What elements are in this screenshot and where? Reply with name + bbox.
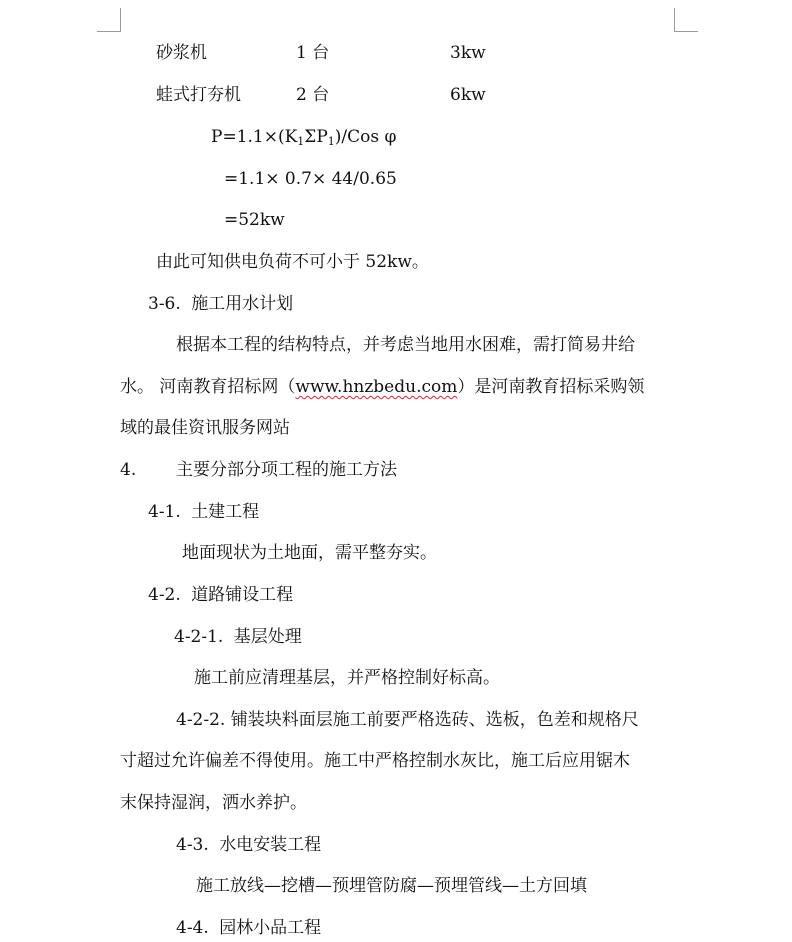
section-title: 土建工程 xyxy=(191,502,260,522)
formula-p-subscript: 1 xyxy=(327,135,335,148)
section-title: 基层处理 xyxy=(233,627,302,647)
paragraph-line: 根据本工程的结构特点，并考虑当地用水困难，需打简易井给 xyxy=(176,335,635,355)
paragraph-text: 水。 河南教育招标网（ xyxy=(120,377,296,397)
section-heading-4-3 xyxy=(176,834,321,856)
formula-line-2: =1.1× 0.7× 44/0.65 xyxy=(224,169,397,189)
section-number: 4-4. xyxy=(176,918,209,938)
paragraph-line: 地面现状为土地面，需平整夯实。 xyxy=(182,543,437,563)
equipment-name: 蛙式打夯机 xyxy=(156,85,241,105)
equipment-power: 3kw xyxy=(450,43,486,63)
paragraph-text: ）是河南教育招标采购领 xyxy=(457,377,645,397)
equipment-qty: 1 台 xyxy=(296,43,330,63)
section-heading-4-1 xyxy=(148,501,259,523)
section-number: 4-2. xyxy=(148,585,181,605)
formula-k-subscript: 1 xyxy=(297,135,305,148)
equipment-name: 砂浆机 xyxy=(156,43,207,63)
section-heading-4-4 xyxy=(176,917,321,939)
paragraph-line xyxy=(120,376,644,398)
paragraph-line: 寸超过允许偏差不得使用。施工中严格控制水灰比，施工后应用锯木 xyxy=(120,751,630,771)
conclusion-text: 由此可知供电负荷不可小于 52kw。 xyxy=(156,252,429,272)
section-title: 园林小品工程 xyxy=(219,918,322,938)
section-heading-4-2-1 xyxy=(174,626,302,648)
section-number: 4-2-1. xyxy=(174,627,224,647)
section-heading-3-6 xyxy=(148,293,293,315)
section-title: 主要分部分项工程的施工方法 xyxy=(176,460,397,480)
section-title: 施工用水计划 xyxy=(191,294,294,314)
section-number: 4-3. xyxy=(176,835,209,855)
equipment-power: 6kw xyxy=(450,85,486,105)
formula-line-1 xyxy=(211,126,396,148)
equipment-qty: 2 台 xyxy=(296,85,330,105)
formula-prefix: P=1.1×(K xyxy=(211,127,298,147)
section-number: 3-6. xyxy=(148,294,181,314)
paragraph-line: 域的最佳资讯服务网站 xyxy=(120,418,290,438)
section-title: 道路铺设工程 xyxy=(191,585,294,605)
formula-line-3: =52kw xyxy=(224,210,285,230)
paragraph-line: 4-2-2. 铺装块料面层施工前要严格选砖、选板，色差和规格尺 xyxy=(176,710,639,730)
paragraph-line: 末保持湿润，洒水养护。 xyxy=(120,793,307,813)
website-link[interactable]: www.hnzbedu.com xyxy=(295,377,458,397)
formula-sigma-p: ΣP xyxy=(304,127,328,147)
paragraph-line: 施工前应清理基层，并严格控制好标高。 xyxy=(194,668,500,688)
section-number: 4. xyxy=(120,460,137,480)
section-heading-4 xyxy=(120,459,397,481)
section-title: 水电安装工程 xyxy=(219,835,322,855)
formula-suffix: )/Cos φ xyxy=(334,127,397,147)
paragraph-line: 施工放线—挖槽—预埋管防腐—预埋管线—土方回填 xyxy=(196,876,587,896)
section-number: 4-1. xyxy=(148,502,181,522)
section-heading-4-2 xyxy=(148,584,293,606)
